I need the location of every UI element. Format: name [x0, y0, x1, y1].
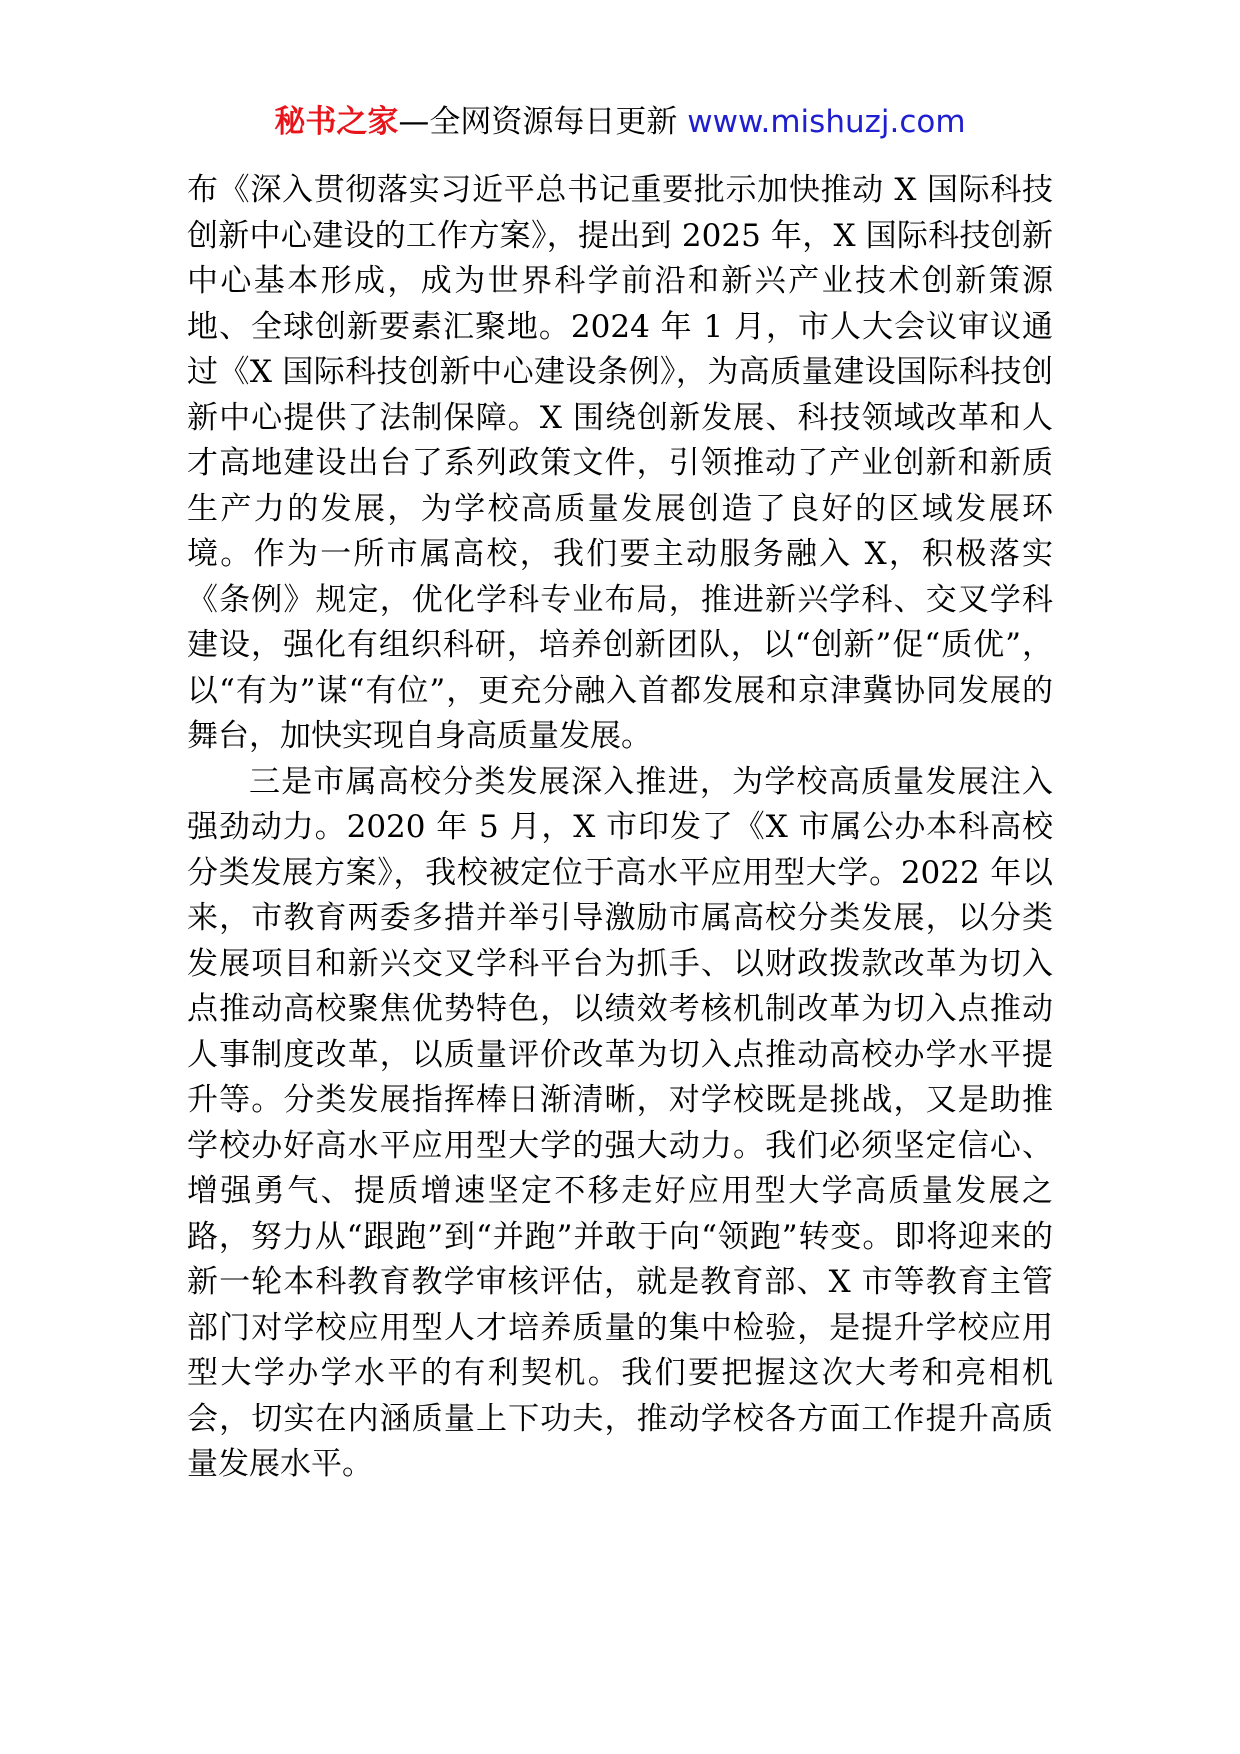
paragraph-third-point: 三是市属高校分类发展深入推进，为学校高质量发展注入强劲动力。2020 年 5 月，X 市印发了《X 市属公办本科高校分类发展方案》，我校被定位于高水平应用型大学。2022 年以来，市教育两委多措并举引导激励市属高校分类发展，以分类发展项目和新兴交叉学科平台为抓手、以财政拨款改革为切入点推动高校聚焦优势特色，以绩效考核机制改革为切入点推动人事制度改革，以质量评价改革为切入点推动高校办学水平提升等。分类发展指挥棒日渐清晰，对学校既是挑战，又是助推学校办好高水平应用型大学的强大动力。我们必须坚定信心、增强勇气、提质增速坚定不移走好应用型大学高质量发展之路，努力从“跟跑”到“并跑”并敢于向“领跑”转变。即将迎来的新一轮本科教育教学审核评估，就是教育部、X 市等教育主管部门对学校应用型人才培养质量的集中检验，是提升学校应用型大学办学水平的有利契机。我们要把握这次大考和亮相机会，切实在内涵质量上下功夫，推动学校各方面工作提升高质量发展水平。	[187, 763, 1053, 1482]
page-header	[0, 100, 1240, 144]
site-url-link[interactable]: www.mishuzj.com	[687, 104, 966, 140]
paragraph-continued: 布《深入贯彻落实习近平总书记重要批示加快推动 X 国际科技创新中心建设的工作方案》，提出到 2025 年，X 国际科技创新中心基本形成，成为世界科学前沿和新兴产业技术创新策源地、全球创新要素汇聚地。2024 年 1 月，市人大会议审议通过《X 国际科技创新中心建设条例》，为高质量建设国际科技创新中心提供了法制保障。X 围绕创新发展、科技领域改革和人才高地建设出台了系列政策文件，引领推动了产业创新和新质生产力的发展，为学校高质量发展创造了良好的区域发展环境。作为一所市属高校，我们要主动服务融入 X，积极落实《条例》规定，优化学科专业布局，推进新兴学科、交叉学科建设，强化有组织科研，培养创新团队，以“创新”促“质优”，以“有为”谋“有位”，更充分融入首都发展和京津冀协同发展的舞台，加快实现自身高质量发展。	[187, 172, 1053, 754]
brand-name: 秘书之家	[274, 104, 399, 140]
header-tagline: —全网资源每日更新	[398, 104, 688, 140]
document-body	[187, 168, 1053, 1488]
